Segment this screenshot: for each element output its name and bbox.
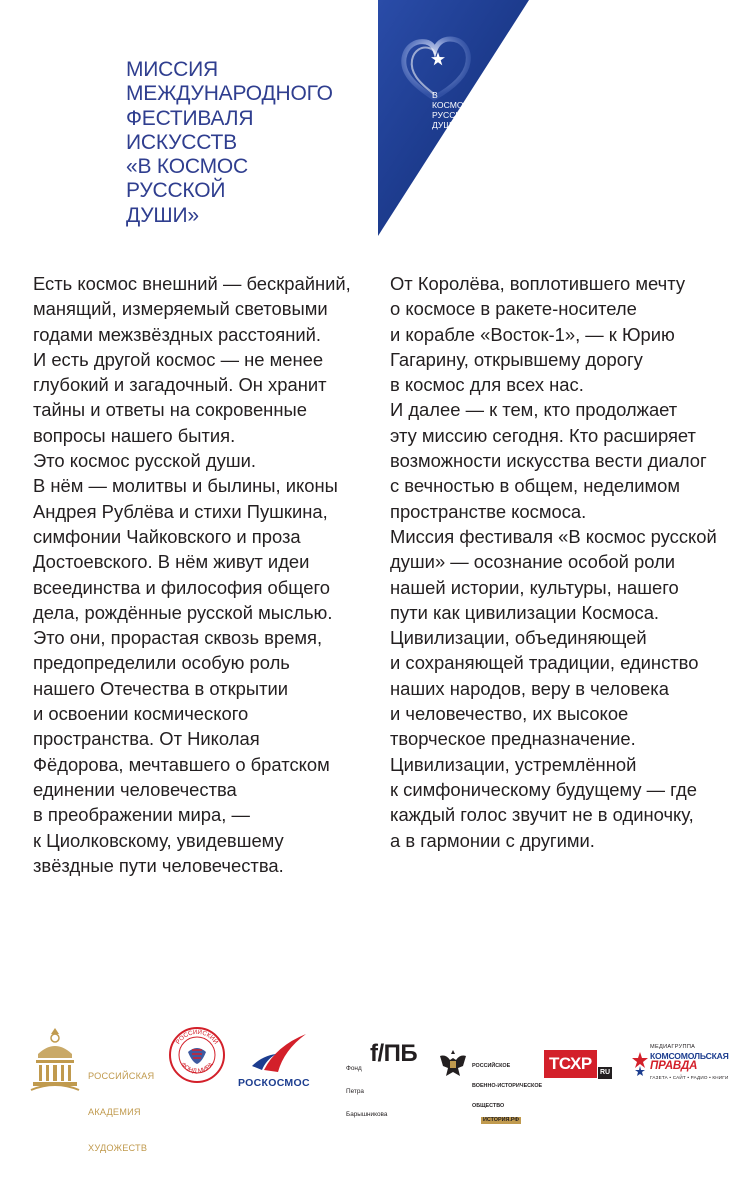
text-line: вопросы нашего бытия. bbox=[33, 424, 236, 446]
body-column-right bbox=[390, 271, 735, 853]
kp-tagline: ГАЗЕТА • САЙТ • РАДИО • КНИГИ bbox=[650, 1075, 729, 1080]
text-line: к Циолковскому, увидевшему bbox=[33, 829, 284, 851]
text-line: И есть другой космос — не менее bbox=[33, 348, 324, 370]
text-line: Цивилизации, объединяющей bbox=[390, 627, 647, 649]
text-line: и человечество, их высокое bbox=[390, 703, 629, 725]
body-column-left bbox=[33, 271, 373, 878]
text-line: В нём — молитвы и былины, иконы bbox=[33, 475, 338, 497]
text-line: годами межзвёздных расстояний. bbox=[33, 323, 322, 345]
baryshnikov-foundation-logo bbox=[346, 1040, 426, 1118]
kp-name-line: ПРАВДА bbox=[650, 1060, 698, 1072]
text-line: пути как цивилизации Космоса. bbox=[390, 601, 660, 623]
title-line: МИССИЯ bbox=[126, 58, 218, 81]
peace-fund-name-bottom: ФОНД МИРА bbox=[179, 1061, 215, 1075]
double-headed-eagle-icon bbox=[438, 1046, 468, 1080]
text-line: и корабле «Восток-1», — к Юрию bbox=[390, 323, 675, 345]
title-line: МЕЖДУНАРОДНОГО bbox=[126, 82, 333, 106]
text-line: пространстве космоса. bbox=[390, 500, 587, 522]
roscosmos-swoosh-icon bbox=[236, 1032, 326, 1076]
tsxr-ru: RU bbox=[598, 1067, 612, 1079]
title-line: ИСКУССТВ bbox=[126, 130, 237, 154]
text-line: Миссия фестиваля «В космос русской bbox=[390, 525, 717, 547]
rvio-logo bbox=[438, 1046, 543, 1123]
roscosmos-name: РОСКОСМОС bbox=[238, 1077, 310, 1089]
text-line: И далее — к тем, кто продолжает bbox=[390, 399, 678, 421]
text-line: и сохраняющей традиции, единство bbox=[390, 652, 699, 674]
page-title bbox=[126, 58, 356, 228]
text-line: в преображении мира, — bbox=[33, 804, 250, 826]
text-line: к симфоническому будущему — где bbox=[390, 778, 697, 800]
text-line: Гагарину, открывшему дорогу bbox=[390, 348, 643, 370]
rvio-site: ИСТОРИЯ.РФ bbox=[483, 1116, 519, 1123]
pbf-small-line: Петра bbox=[346, 1087, 364, 1095]
text-line: Есть космос внешний — бескрайний, bbox=[33, 273, 351, 294]
academy-name-line: АКАДЕМИЯ bbox=[88, 1107, 141, 1117]
pbf-small-line: Барышникова bbox=[346, 1110, 388, 1118]
emblem-line: РУССКОЙ bbox=[432, 110, 474, 120]
text-line: с вечностью в общем, неделимом bbox=[390, 475, 681, 497]
text-line: нашей истории, культуры, нашего bbox=[390, 576, 679, 598]
text-line: От Королёва, воплотившего мечту bbox=[390, 273, 686, 294]
pbf-small-line: Фонд bbox=[346, 1065, 362, 1073]
text-line: творческое предназначение. bbox=[390, 728, 636, 750]
academy-of-arts-logo bbox=[28, 1024, 158, 1153]
roscosmos-logo bbox=[236, 1032, 326, 1092]
text-line: симфонии Чайковского и проза bbox=[33, 525, 301, 547]
rvio-name-line: РОССИЙСКОЕ bbox=[472, 1063, 511, 1070]
text-line: дела, рождённые русской мыслью. bbox=[33, 601, 333, 623]
text-line: пространства. От Николая bbox=[33, 728, 260, 750]
text-line: Это космос русской души. bbox=[33, 450, 256, 472]
kp-stars-icon bbox=[632, 1052, 648, 1078]
festival-emblem bbox=[378, 0, 756, 236]
text-line: Андрея Рублёва и стихи Пушкина, bbox=[33, 500, 328, 522]
text-line: Достоевского. В нём живут идеи bbox=[33, 551, 310, 573]
title-line: РУССКОЙ bbox=[126, 179, 226, 203]
emblem-line: КОСМОС bbox=[432, 100, 470, 110]
text-line: каждый голос звучит не в одиночку, bbox=[390, 804, 694, 826]
academy-name-line: ХУДОЖЕСТВ bbox=[88, 1143, 148, 1153]
text-line: предопределили особую роль bbox=[33, 652, 290, 674]
text-line: а в гармонии с другими. bbox=[390, 829, 595, 851]
text-line: в космос для всех нас. bbox=[390, 374, 584, 396]
academy-emblem-icon bbox=[28, 1024, 82, 1094]
peace-fund-logo bbox=[168, 1026, 226, 1084]
text-line: звёздные пути человечества. bbox=[33, 854, 284, 876]
peace-fund-seal-icon bbox=[168, 1026, 226, 1084]
text-line: глубокий и загадочный. Он хранит bbox=[33, 374, 327, 396]
text-line: тайны и ответы на сокровенные bbox=[33, 399, 307, 421]
rvio-name-line: ВОЕННО-ИСТОРИЧЕСКОЕ bbox=[472, 1082, 543, 1089]
text-line: единении человечества bbox=[33, 778, 237, 800]
kp-group-label: МЕДИАГРУППА bbox=[650, 1044, 696, 1050]
text-line: манящий, измеряемый световыми bbox=[33, 298, 328, 320]
text-line: Фёдорова, мечтавшего о братском bbox=[33, 753, 330, 775]
text-line: и освоении космического bbox=[33, 703, 249, 725]
pbf-mark: f/ПБ bbox=[370, 1040, 418, 1067]
kp-logo bbox=[632, 1044, 742, 1090]
academy-name-line: РОССИЙСКАЯ bbox=[88, 1071, 155, 1081]
title-line: ФЕСТИВАЛЯ bbox=[126, 106, 254, 130]
text-line: души» — осознание особой роли bbox=[390, 551, 676, 573]
rvio-name-line: ОБЩЕСТВО bbox=[472, 1102, 505, 1109]
kp-name-line: КОМСОМОЛЬСКАЯ bbox=[650, 1051, 729, 1061]
text-line: нашего Отечества в открытии bbox=[33, 677, 289, 699]
emblem-line: В bbox=[432, 90, 438, 100]
title-line: ДУШИ» bbox=[126, 203, 199, 227]
text-line: Цивилизации, устремлённой bbox=[390, 753, 637, 775]
text-line: эту миссию сегодня. Кто расширяет bbox=[390, 424, 696, 446]
text-line: наших народов, веру в человека bbox=[390, 677, 669, 699]
title-line: «В КОСМОС bbox=[126, 155, 248, 179]
text-line: о космосе в ракете-носителе bbox=[390, 298, 637, 320]
tsxr-mark: ТСХР bbox=[544, 1050, 597, 1078]
emblem-line: ДУШИ bbox=[432, 120, 458, 130]
peace-fund-name-top: РОССИЙСКИЙ bbox=[174, 1028, 220, 1046]
text-line: всеединства и философия общего bbox=[33, 576, 330, 598]
text-line: Это они, прорастая сквозь время, bbox=[33, 627, 323, 649]
text-line: возможности искусства вести диалог bbox=[390, 450, 707, 472]
partner-logos bbox=[0, 1010, 756, 1153]
tsxr-logo bbox=[544, 1050, 614, 1082]
